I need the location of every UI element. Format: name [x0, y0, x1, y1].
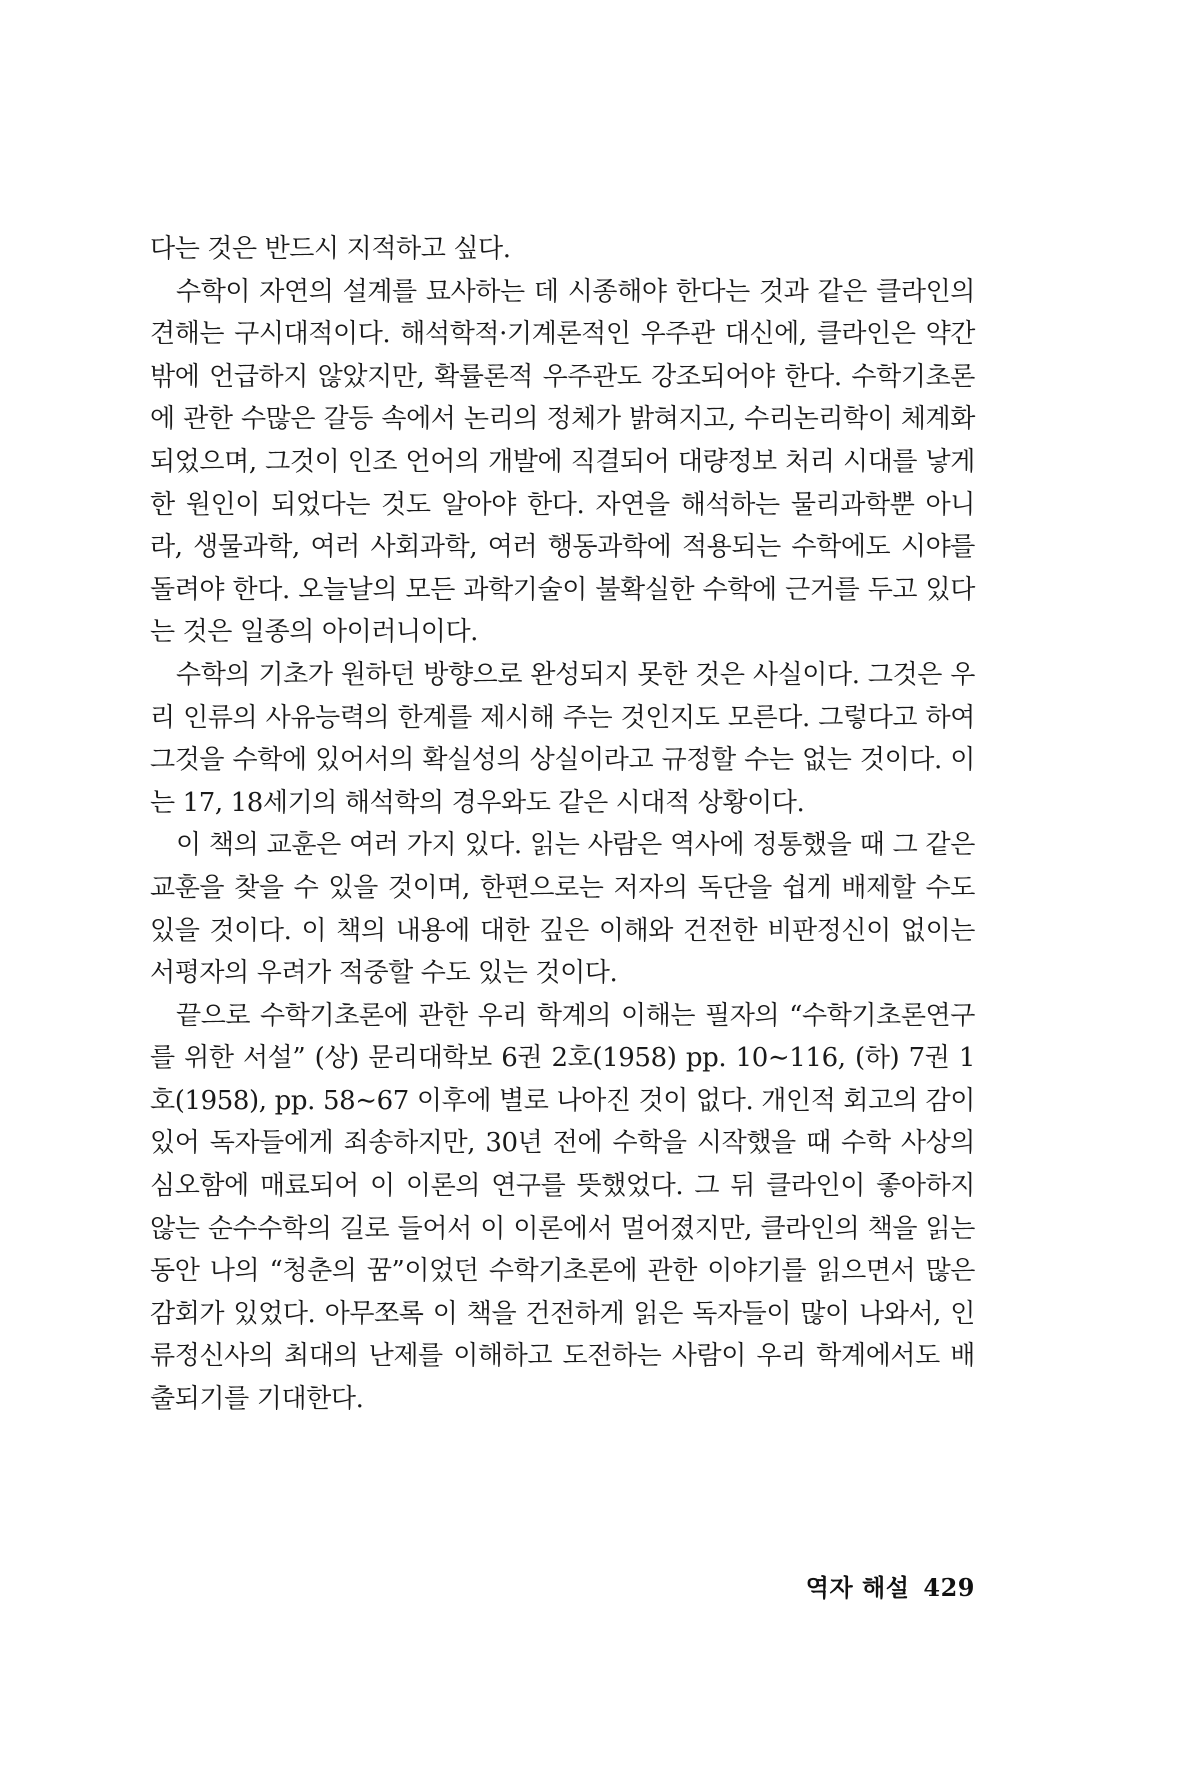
paragraph: 수학의 기초가 원하던 방향으로 완성되지 못한 것은 사실이다. 그것은 우리 인류의 사유능력의 한계를 제시해 주는 것인지도 모른다. 그렇다고 하여 그것을 수학에 있어서의 확실성의 상실이라고 규정할 수는 없는 것이다. 이는 17, 18세기의 해석학의 경우와도 같은 시대적 상황이다.: [150, 659, 975, 818]
footer-section-title: 역자 해설: [805, 1573, 910, 1602]
paragraph: 다는 것은 반드시 지적하고 싶다.: [150, 234, 511, 264]
paragraph: 수학이 자연의 설계를 묘사하는 데 시종해야 한다는 것과 같은 클라인의 견해는 구시대적이다. 해석학적·기계론적인 우주관 대신에, 클라인은 약간밖에 언급하지 않았지만, 확률론적 우주관도 강조되어야 한다. 수학기초론에 관한 수많은 갈등 속에서 논리의 정체가 밝혀지고, 수리논리학이 체계화되었으며, 그것이 인조 언어의 개발에 직결되어 대량정보 처리 시대를 낳게 한 원인이 되었다는 것도 알아야 한다. 자연을 해석하는 물리과학뿐 아니라, 생물과학, 여러 사회과학, 여러 행동과학에 적용되는 수학에도 시야를 돌려야 한다. 오늘날의 모든 과학기술이 불확실한 수학에 근거를 두고 있다는 것은 일종의 아이러니이다.: [150, 276, 975, 648]
paragraph: 이 책의 교훈은 여러 가지 있다. 읽는 사람은 역사에 정통했을 때 그 같은 교훈을 찾을 수 있을 것이며, 한편으로는 저자의 독단을 쉽게 배제할 수도 있을 것이다. 이 책의 내용에 대한 깊은 이해와 건전한 비판정신이 없이는 서평자의 우려가 적중할 수도 있는 것이다.: [150, 830, 975, 989]
page-body: [150, 228, 975, 1421]
running-footer: [806, 1568, 975, 1603]
paragraph: 끝으로 수학기초론에 관한 우리 학계의 이해는 필자의 “수학기초론연구를 위한 서설” (상) 문리대학보 6권 2호(1958) pp. 10∼116, (하) 7권 1호(1958), pp. 58∼67 이후에 별로 나아진 것이 없다. 개인적 회고의 감이 있어 독자들에게 죄송하지만, 30년 전에 수학을 시작했을 때 수학 사상의 심오함에 매료되어 이 이론의 연구를 뜻했었다. 그 뒤 클라인이 좋아하지 않는 순수수학의 길로 들어서 이 이론에서 멀어졌지만, 클라인의 책을 읽는 동안 나의 “청춘의 꿈”이었던 수학기초론에 관한 이야기를 읽으면서 많은 감회가 있었다. 아무쪼록 이 책을 건전하게 읽은 독자들이 많이 나와서, 인류정신사의 최대의 난제를 이해하고 도전하는 사람이 우리 학계에서도 배출되기를 기대한다.: [150, 1000, 975, 1415]
page-number: 429: [923, 1573, 975, 1602]
